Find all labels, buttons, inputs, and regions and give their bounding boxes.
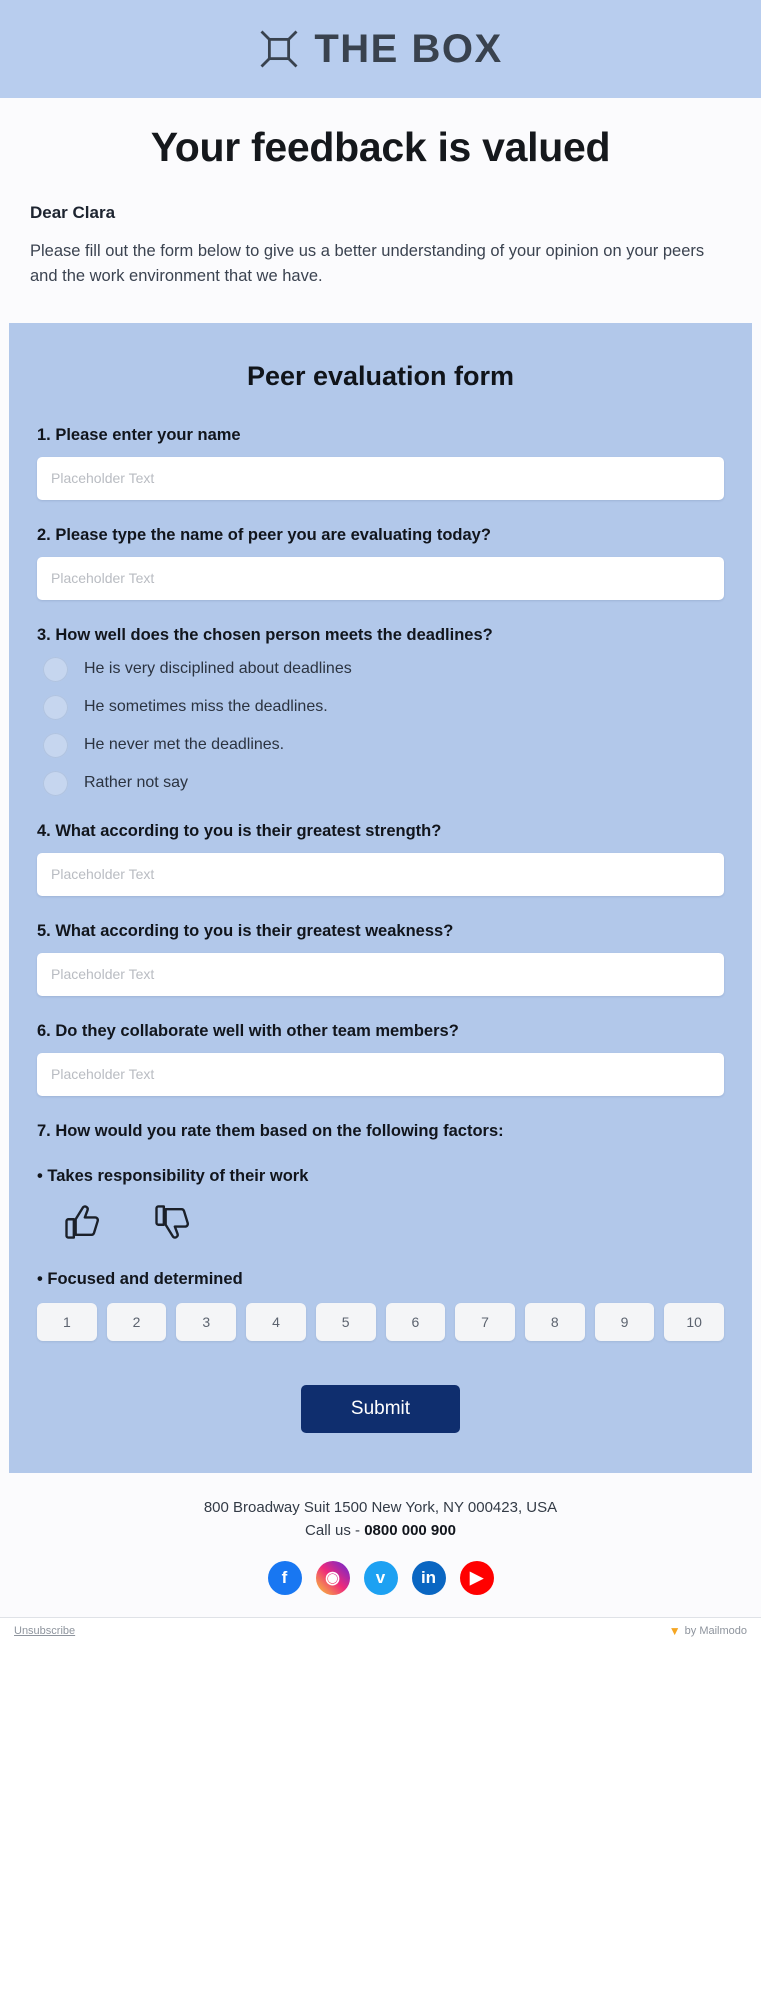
question-7 xyxy=(37,1122,724,1341)
rating-7[interactable]: 7 xyxy=(455,1303,515,1341)
radio-option-4-label: Rather not say xyxy=(84,774,189,791)
footer-phone-line xyxy=(20,1522,741,1539)
question-2 xyxy=(37,526,724,600)
radio-option-4[interactable] xyxy=(43,771,724,796)
rating-1[interactable]: 1 xyxy=(37,1303,97,1341)
question-4-label: 4. What according to you is their greatest strength? xyxy=(37,821,442,840)
rating-5[interactable]: 5 xyxy=(316,1303,376,1341)
question-3 xyxy=(37,626,724,796)
question-6-label: 6. Do they collaborate well with other team members? xyxy=(37,1021,459,1040)
factor-2-label: • Focused and determined xyxy=(37,1269,243,1288)
strength-input[interactable] xyxy=(37,853,724,896)
factor-1-label: • Takes responsibility of their work xyxy=(37,1166,309,1185)
rating-9[interactable]: 9 xyxy=(595,1303,655,1341)
weakness-input[interactable] xyxy=(37,953,724,996)
radio-option-3[interactable] xyxy=(43,733,724,758)
box-starburst-icon xyxy=(258,28,300,70)
rating-4[interactable]: 4 xyxy=(246,1303,306,1341)
question-5-label: 5. What according to you is their greatest weakness? xyxy=(37,921,454,940)
facebook-icon[interactable]: f xyxy=(268,1561,302,1595)
brand-name: THE BOX xyxy=(314,26,503,71)
thumbs-up-icon[interactable] xyxy=(61,1200,105,1244)
peer-name-input[interactable] xyxy=(37,557,724,600)
radio-option-1[interactable] xyxy=(43,657,724,682)
rating-6[interactable]: 6 xyxy=(386,1303,446,1341)
collaboration-input[interactable] xyxy=(37,1053,724,1096)
email-footer xyxy=(0,1473,761,1617)
radio-circle-icon[interactable] xyxy=(43,771,68,796)
form-title: Peer evaluation form xyxy=(246,360,515,391)
name-input[interactable] xyxy=(37,457,724,500)
rating-3[interactable]: 3 xyxy=(176,1303,236,1341)
rating-10[interactable]: 10 xyxy=(664,1303,724,1341)
question-5 xyxy=(37,922,724,996)
radio-option-2-label: He sometimes miss the deadlines. xyxy=(84,698,328,715)
instagram-icon[interactable]: ◉ xyxy=(316,1561,350,1595)
radio-circle-icon[interactable] xyxy=(43,695,68,720)
question-7-label: 7. How would you rate them based on the following factors: xyxy=(37,1121,504,1140)
linkedin-icon[interactable]: in xyxy=(412,1561,446,1595)
thumbs-down-icon[interactable] xyxy=(151,1200,195,1244)
radio-circle-icon[interactable] xyxy=(43,657,68,682)
bottom-bar xyxy=(0,1617,761,1648)
submit-button[interactable]: Submit xyxy=(301,1385,460,1433)
radio-option-3-label: He never met the deadlines. xyxy=(84,736,285,753)
thumbs-rating-group xyxy=(61,1200,724,1244)
made-with-mailmodo[interactable] xyxy=(669,1624,747,1638)
social-links xyxy=(20,1561,741,1595)
brand-logo[interactable] xyxy=(258,27,502,72)
footer-address: 800 Broadway Suit 1500 New York, NY 000423, USA xyxy=(203,1498,558,1516)
question-3-label: 3. How well does the chosen person meets the deadlines? xyxy=(37,625,493,644)
question-4 xyxy=(37,822,724,896)
radio-option-1-label: He is very disciplined about deadlines xyxy=(84,660,352,677)
page-title: Your feedback is valued xyxy=(150,124,611,170)
submit-row xyxy=(37,1385,724,1433)
radio-option-2[interactable] xyxy=(43,695,724,720)
numeric-rating-group xyxy=(37,1303,724,1341)
made-with-label: by Mailmodo xyxy=(684,1624,747,1637)
deadline-radio-group xyxy=(43,657,724,796)
question-1-label: 1. Please enter your name xyxy=(37,425,241,444)
rating-8[interactable]: 8 xyxy=(525,1303,585,1341)
email-header xyxy=(0,0,761,98)
question-2-label: 2. Please type the name of peer you are evaluating today? xyxy=(37,525,491,544)
youtube-icon[interactable]: ▶ xyxy=(460,1561,494,1595)
radio-circle-icon[interactable] xyxy=(43,733,68,758)
mailmodo-logo-icon: ▼ xyxy=(668,1623,681,1638)
peer-evaluation-form xyxy=(0,323,761,1473)
twitter-icon[interactable]: ᴠ xyxy=(364,1561,398,1595)
greeting-text: Dear Clara xyxy=(30,203,116,222)
rating-2[interactable]: 2 xyxy=(107,1303,167,1341)
phone-number: 0800 000 900 xyxy=(364,1521,456,1539)
question-6 xyxy=(37,1022,724,1096)
intro-section xyxy=(0,98,761,323)
intro-body: Please fill out the form below to give us a better understanding of your opinion on your peers and the work environment that we have. xyxy=(30,242,705,285)
call-us-label: Call us - xyxy=(305,1521,365,1539)
question-1 xyxy=(37,426,724,500)
unsubscribe-link[interactable]: Unsubscribe xyxy=(14,1624,76,1637)
